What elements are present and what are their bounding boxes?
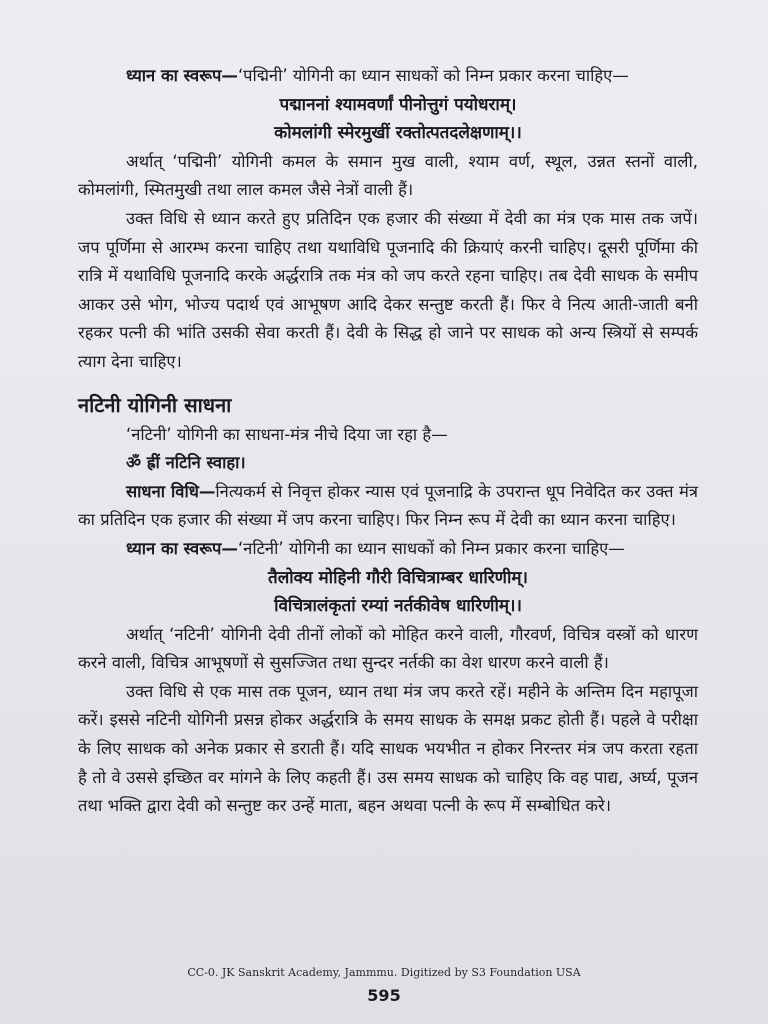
paragraph-mantra-intro: ‘नटिनी’ योगिनी का साधना-मंत्र नीचे दिया जा रहा है—: [126, 424, 448, 444]
paragraph-text: ‘नटिनी’ योगिनी का ध्यान साधकों को निम्न प्रकार करना चाहिए—: [237, 538, 625, 558]
paragraph-dhyan-natini: [78, 535, 698, 564]
mantra-line: ॐ ह्रीं नटिनि स्वाहा।: [126, 453, 246, 473]
digitization-credit: CC-0. JK Sanskrit Academy, Jammmu. Digitized by S3 Foundation USA: [187, 966, 581, 979]
paragraph-lead: साधना विधि—: [126, 481, 216, 501]
paragraph-sadhana-vidhi: [78, 478, 698, 535]
verse-line: विचित्रालंकृतां रम्यां नर्तकीवेष धारिणीम्।।: [274, 596, 522, 617]
verse-line: पद्माननां श्यामवर्णां पीनोत्तुगं पयोधराम्।: [279, 94, 517, 115]
paragraph-vidhi-padmini: उक्त विधि से ध्यान करते हुए प्रतिदिन एक हजार की संख्या में देवी का मंत्र एक मास तक जपें। जप पूर्णिमा से आरम्भ करना चाहिए तथा यथाविधि पूजनादि की क्रियाएं करनी चाहिए। दूसरी पूर्णिमा की रात्रि में यथाविधि पूजनादि करके अर्द्धरात्रि तक मंत्र को जप करते रहना चाहिए। तब देवी साधक के समीप आकर उसे भोग, भोज्य पदार्थ एवं आभूषण आदि देकर सन्तुष्ट करती हैं। फिर वे नित्य आती-जाती बनी रहकर पत्नी की भांति उसकी सेवा करती हैं। देवी के सिद्ध हो जाने पर साधक को अन्य स्त्रियों से सम्पर्क त्याग देना चाहिए।: [78, 208, 698, 371]
paragraph-lead: ध्यान का स्वरूप—: [126, 66, 238, 85]
section-heading: नटिनी योगिनी साधना: [78, 392, 232, 417]
paragraph-text: नित्यकर्म से निवृत्त होकर न्यास एवं पूजनाद्रि के उपरान्त धूप निवेदित कर उक्त मंत्र का प्रतिदिन एक हजार की संख्या में जप करना चाहिए। फिर निम्न रूप में देवी का ध्यान करना चाहिए।: [78, 481, 699, 530]
paragraph-lead: ध्यान का स्वरूप—: [126, 538, 238, 558]
verse-line: तैलोक्य मोहिनी गौरी विचित्राम्बर धारिणीम्।: [268, 567, 528, 588]
paragraph-meaning-natini: अर्थात् ‘नटिनी’ योगिनी देवी तीनों लोकों को मोहित करने वाली, गौरवर्ण, विचित्र वस्त्रों को धारण करने वाली, विचित्र आभूषणों से सुसज्जित तथा सुन्दर नर्तकी का वेश धारण करने वाली हैं।: [78, 624, 698, 673]
paragraph-meaning-padmini: अर्थात् ‘पद्मिनी’ योगिनी कमल के समान मुख वाली, श्याम वर्ण, स्थूल, उन्नत स्तनों वाली, कोमलांगी, स्मितमुखी तथा लाल कमल जैसे नेत्रों वाली हैं।: [78, 151, 698, 200]
page-number: 595: [367, 986, 401, 1005]
paragraph-result-natini: उक्त विधि से एक मास तक पूजन, ध्यान तथा मंत्र जप करते रहें। महीने के अन्तिम दिन महापूजा करें। इससे नटिनी योगिनी प्रसन्न होकर अर्द्धरात्रि के समय साधक के समक्ष प्रकट होती हैं। पहले वे परीक्षा के लिए साधक को अनेक प्रकार से डराती हैं। यदि साधक भयभीत न होकर निरन्तर मंत्र जप करता रहता है तो वे उससे इच्छित वर मांगने के लिए कहती हैं। उस समय साधक को चाहिए कि वह पाद्य, अर्घ्य, पूजन तथा भक्ति द्वारा देवी को सन्तुष्ट कर उन्हें माता, बहन अथवा पत्नी के रूप में सम्बोधित करे।: [78, 681, 698, 816]
verse-line: कोमलांगी स्मेरमुखीं रक्तोत्पतदलेक्षणाम्।।: [274, 123, 522, 144]
paragraph-dhyan-padmini: [78, 62, 698, 91]
paragraph-text: ‘पद्मिनी’ योगिनी का ध्यान साधकों को निम्न प्रकार करना चाहिए—: [237, 66, 629, 85]
page-body: [78, 62, 698, 821]
